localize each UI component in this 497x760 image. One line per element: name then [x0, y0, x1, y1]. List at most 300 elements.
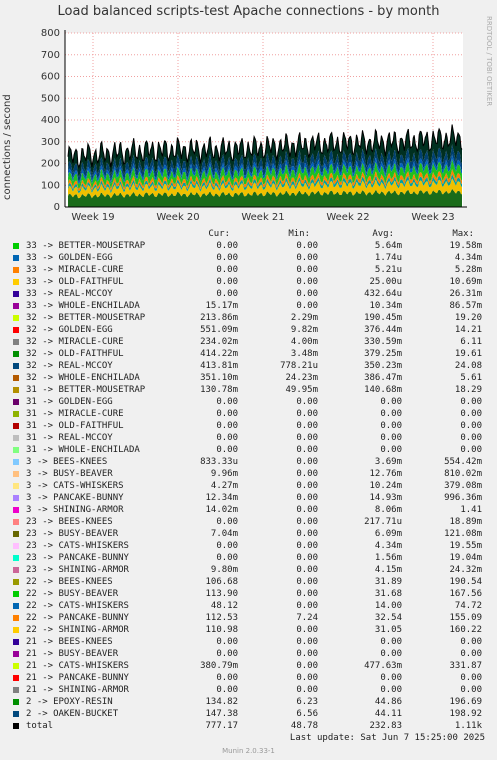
- series-avg: 31.89: [374, 577, 402, 587]
- series-max: 167.56: [449, 589, 482, 599]
- series-max: 379.08m: [444, 481, 482, 491]
- series-avg: 0.00: [380, 397, 402, 407]
- legend-row: [0, 600, 497, 612]
- series-max: 331.87: [449, 661, 482, 671]
- series-min: 0.00: [296, 541, 318, 551]
- legend-row: [0, 540, 497, 552]
- series-min: 0.00: [296, 517, 318, 527]
- series-max: 19.55m: [449, 541, 482, 551]
- legend-row: [0, 300, 497, 312]
- series-name: total: [26, 721, 54, 731]
- series-name: 22 -> PANCAKE-BUNNY: [26, 613, 129, 623]
- legend-row: [0, 624, 497, 636]
- series-swatch: [13, 507, 19, 513]
- series-max: 810.02m: [444, 469, 482, 479]
- series-cur: 9.96m: [210, 469, 238, 479]
- y-tick-label: 500: [40, 93, 60, 105]
- series-min: 0.00: [296, 289, 318, 299]
- y-tick-label: 400: [40, 115, 60, 126]
- legend-row: [0, 528, 497, 540]
- series-avg: 350.23m: [364, 361, 402, 371]
- series-swatch: [13, 543, 19, 549]
- series-min: 0.00: [296, 481, 318, 491]
- series-cur: 0.00: [216, 277, 238, 287]
- series-cur: 7.04m: [210, 529, 238, 539]
- y-tick-label: 300: [40, 136, 60, 148]
- series-avg: 217.71u: [364, 517, 402, 527]
- series-avg: 477.63m: [364, 661, 402, 671]
- series-avg: 0.00: [380, 673, 402, 683]
- series-max: 0.00: [460, 649, 482, 659]
- series-swatch: [13, 591, 19, 597]
- legend-row: [0, 420, 497, 432]
- series-cur: 0.00: [216, 253, 238, 263]
- series-min: 0.00: [296, 253, 318, 263]
- last-update: Last update: Sat Jun 7 15:25:00 2025: [289, 733, 485, 743]
- series-min: 48.78: [290, 721, 318, 731]
- series-cur: 0.00: [216, 409, 238, 419]
- header-min: Min:: [288, 229, 310, 239]
- series-name: 31 -> BETTER-MOUSETRAP: [26, 385, 146, 395]
- series-min: 778.21u: [280, 361, 318, 371]
- legend-row: [0, 264, 497, 276]
- series-name: 2 -> OAKEN-BUCKET: [26, 709, 119, 719]
- series-min: 0.00: [296, 241, 318, 251]
- legend-row: [0, 612, 497, 624]
- series-name: 22 -> BEES-KNEES: [26, 577, 113, 587]
- series-min: 3.48m: [290, 349, 318, 359]
- series-swatch: [13, 699, 19, 705]
- series-name: 31 -> WHOLE-ENCHILADA: [26, 445, 140, 455]
- legend-row: [0, 648, 497, 660]
- series-swatch: [13, 291, 19, 297]
- y-tick-label: 0: [53, 202, 60, 213]
- series-swatch: [13, 339, 19, 345]
- series-max: 10.69m: [449, 277, 482, 287]
- series-name: 32 -> REAL-MCCOY: [26, 361, 113, 371]
- series-cur: 0.00: [216, 421, 238, 431]
- series-cur: 213.86m: [200, 313, 238, 323]
- series-swatch: [13, 639, 19, 645]
- series-cur: 414.22m: [200, 349, 238, 359]
- series-min: 6.23: [296, 697, 318, 707]
- series-avg: 8.06m: [374, 505, 402, 515]
- legend-row: [0, 336, 497, 348]
- series-avg: 4.15m: [374, 565, 402, 575]
- series-swatch: [13, 615, 19, 621]
- series-name: 3 -> BEES-KNEES: [26, 457, 108, 467]
- series-swatch: [13, 243, 19, 249]
- series-swatch: [13, 423, 19, 429]
- series-min: 0.00: [296, 553, 318, 563]
- series-min: 7.24: [296, 613, 318, 623]
- legend-row: [0, 444, 497, 456]
- munin-version: Munin 2.0.33-1: [222, 747, 275, 755]
- series-max: 0.00: [460, 685, 482, 695]
- legend-row: [0, 312, 497, 324]
- y-axis-label: connections / second: [2, 94, 13, 200]
- series-min: 0.00: [296, 421, 318, 431]
- series-name: 32 -> WHOLE-ENCHILADA: [26, 373, 140, 383]
- series-max: 26.31m: [449, 289, 482, 299]
- series-cur: 0.00: [216, 637, 238, 647]
- series-avg: 31.68: [374, 589, 402, 599]
- legend-row: [0, 564, 497, 576]
- series-avg: 44.86: [374, 697, 402, 707]
- series-name: 31 -> OLD-FAITHFUL: [26, 421, 124, 431]
- series-swatch: [13, 567, 19, 573]
- series-max: 0.00: [460, 421, 482, 431]
- series-min: 0.00: [296, 601, 318, 611]
- legend-row: [0, 480, 497, 492]
- series-avg: 1.56m: [374, 553, 402, 563]
- series-min: 0.00: [296, 565, 318, 575]
- legend-row: [0, 348, 497, 360]
- series-cur: 130.78m: [200, 385, 238, 395]
- series-cur: 413.81m: [200, 361, 238, 371]
- header-cur: Cur:: [208, 229, 230, 239]
- series-max: 196.69: [449, 697, 482, 707]
- series-min: 0.00: [296, 505, 318, 515]
- legend-row: [0, 468, 497, 480]
- series-cur: 112.53: [205, 613, 238, 623]
- series-name: 2 -> EPOXY-RESIN: [26, 697, 113, 707]
- series-name: 33 -> BETTER-MOUSETRAP: [26, 241, 146, 251]
- series-swatch: [13, 435, 19, 441]
- series-max: 0.00: [460, 409, 482, 419]
- series-name: 31 -> MIRACLE-CURE: [26, 409, 124, 419]
- series-name: 23 -> BEES-KNEES: [26, 517, 113, 527]
- series-min: 0.00: [296, 685, 318, 695]
- legend-row: [0, 396, 497, 408]
- series-avg: 5.64m: [374, 241, 402, 251]
- series-swatch: [13, 627, 19, 633]
- series-min: 0.00: [296, 265, 318, 275]
- series-max: 1.41: [460, 505, 482, 515]
- series-name: 21 -> PANCAKE-BUNNY: [26, 673, 129, 683]
- series-max: 0.00: [460, 637, 482, 647]
- series-swatch: [13, 651, 19, 657]
- legend-row: [0, 492, 497, 504]
- series-cur: 48.12: [210, 601, 238, 611]
- series-max: 5.61: [460, 373, 482, 383]
- series-min: 0.00: [296, 649, 318, 659]
- series-cur: 0.00: [216, 517, 238, 527]
- chart-title: Load balanced scripts-test Apache connections - by month: [57, 4, 440, 19]
- series-cur: 234.02m: [200, 337, 238, 347]
- series-min: 0.00: [296, 433, 318, 443]
- series-max: 19.04m: [449, 553, 482, 563]
- legend-row: [0, 684, 497, 696]
- series-name: 3 -> CATS-WHISKERS: [26, 481, 124, 491]
- legend-row: [0, 324, 497, 336]
- series-avg: 232.83: [369, 721, 402, 731]
- series-name: 22 -> BUSY-BEAVER: [26, 589, 119, 599]
- legend-row: [0, 408, 497, 420]
- series-name: 33 -> GOLDEN-EGG: [26, 253, 113, 263]
- legend-row: [0, 660, 497, 672]
- series-max: 18.89m: [449, 517, 482, 527]
- y-tick-label: 700: [40, 49, 60, 61]
- series-swatch: [13, 675, 19, 681]
- series-name: 21 -> BEES-KNEES: [26, 637, 113, 647]
- y-tick-label: 800: [40, 28, 60, 39]
- series-swatch: [13, 519, 19, 525]
- series-min: 0.00: [296, 457, 318, 467]
- series-cur: 833.33u: [200, 457, 238, 467]
- series-avg: 32.54: [374, 613, 402, 623]
- legend-row: [0, 696, 497, 708]
- series-avg: 5.21u: [374, 265, 402, 275]
- series-max: 24.32m: [449, 565, 482, 575]
- series-cur: 351.10m: [200, 373, 238, 383]
- series-swatch: [13, 387, 19, 393]
- series-cur: 14.02m: [205, 505, 238, 515]
- series-name: 32 -> BETTER-MOUSETRAP: [26, 313, 146, 323]
- series-name: 3 -> BUSY-BEAVER: [26, 469, 113, 479]
- series-swatch: [13, 579, 19, 585]
- series-avg: 330.59m: [364, 337, 402, 347]
- series-cur: 0.00: [216, 241, 238, 251]
- legend-row: [0, 588, 497, 600]
- series-min: 0.00: [296, 397, 318, 407]
- series-name: 33 -> OLD-FAITHFUL: [26, 277, 124, 287]
- series-max: 18.29: [454, 385, 482, 395]
- legend-header: [0, 229, 497, 240]
- series-min: 24.23m: [285, 373, 318, 383]
- series-min: 2.29m: [290, 313, 318, 323]
- series-cur: 0.00: [216, 445, 238, 455]
- series-swatch: [13, 495, 19, 501]
- series-cur: 147.38: [205, 709, 238, 719]
- series-max: 0.00: [460, 433, 482, 443]
- legend-row: [0, 372, 497, 384]
- series-swatch: [13, 711, 19, 717]
- series-cur: 380.79m: [200, 661, 238, 671]
- series-max: 0.00: [460, 397, 482, 407]
- series-name: 32 -> OLD-FAITHFUL: [26, 349, 124, 359]
- series-swatch: [13, 411, 19, 417]
- series-swatch: [13, 267, 19, 273]
- series-avg: 4.34m: [374, 541, 402, 551]
- series-avg: 140.68m: [364, 385, 402, 395]
- series-avg: 25.00u: [369, 277, 402, 287]
- series-swatch: [13, 471, 19, 477]
- series-cur: 134.82: [205, 697, 238, 707]
- header-max: Max:: [452, 229, 474, 239]
- series-name: 31 -> GOLDEN-EGG: [26, 397, 113, 407]
- series-avg: 376.44m: [364, 325, 402, 335]
- series-avg: 12.76m: [369, 469, 402, 479]
- series-cur: 551.09m: [200, 325, 238, 335]
- legend-row: [0, 384, 497, 396]
- series-min: 6.56: [296, 709, 318, 719]
- series-avg: 386.47m: [364, 373, 402, 383]
- legend-row: [0, 276, 497, 288]
- series-swatch: [13, 531, 19, 537]
- series-name: 3 -> PANCAKE-BUNNY: [26, 493, 124, 503]
- series-name: 23 -> PANCAKE-BUNNY: [26, 553, 129, 563]
- series-min: 49.95m: [285, 385, 318, 395]
- y-tick-label: 200: [40, 158, 60, 170]
- series-min: 0.00: [296, 409, 318, 419]
- series-swatch: [13, 459, 19, 465]
- series-name: 33 -> REAL-MCCOY: [26, 289, 113, 299]
- series-cur: 4.27m: [210, 481, 238, 491]
- series-avg: 0.00: [380, 637, 402, 647]
- series-max: 0.00: [460, 445, 482, 455]
- y-tick-label: 600: [40, 71, 60, 83]
- series-avg: 14.00: [374, 601, 402, 611]
- series-cur: 0.00: [216, 265, 238, 275]
- legend-row: [0, 576, 497, 588]
- series-max: 996.36m: [444, 493, 482, 503]
- series-name: 33 -> WHOLE-ENCHILADA: [26, 301, 140, 311]
- series-swatch: [13, 483, 19, 489]
- series-max: 19.61: [454, 349, 482, 359]
- series-max: 4.34m: [454, 253, 482, 263]
- y-tick-labels: [41, 28, 60, 213]
- series-name: 22 -> SHINING-ARMOR: [26, 625, 129, 635]
- series-swatch: [13, 555, 19, 561]
- series-min: 9.82m: [290, 325, 318, 335]
- series-min: 0.00: [296, 589, 318, 599]
- series-cur: 12.34m: [205, 493, 238, 503]
- series-max: 190.54: [449, 577, 482, 587]
- series-avg: 0.00: [380, 421, 402, 431]
- series-max: 19.20: [454, 313, 482, 323]
- legend-row: [0, 252, 497, 264]
- series-avg: 3.69m: [374, 457, 402, 467]
- series-cur: 0.00: [216, 673, 238, 683]
- y-tick-label: 100: [40, 180, 60, 192]
- series-name: 21 -> CATS-WHISKERS: [26, 661, 129, 671]
- legend-row: [0, 636, 497, 648]
- series-avg: 0.00: [380, 445, 402, 455]
- series-avg: 0.00: [380, 649, 402, 659]
- series-cur: 15.17m: [205, 301, 238, 311]
- series-swatch: [13, 399, 19, 405]
- series-swatch: [13, 255, 19, 261]
- series-name: 21 -> SHINING-ARMOR: [26, 685, 129, 695]
- series-max: 24.08: [454, 361, 482, 371]
- series-cur: 0.00: [216, 649, 238, 659]
- x-tick-labels: [71, 212, 454, 223]
- series-swatch: [13, 663, 19, 669]
- x-tick-label: Week 21: [241, 212, 285, 223]
- series-cur: 0.00: [216, 553, 238, 563]
- series-swatch: [13, 603, 19, 609]
- series-max: 6.11: [460, 337, 482, 347]
- legend-row: [0, 504, 497, 516]
- x-tick-label: Week 20: [156, 212, 200, 223]
- legend-row: [0, 708, 497, 720]
- header-avg: Avg:: [372, 229, 394, 239]
- series-min: 0.00: [296, 529, 318, 539]
- series-swatch: [13, 279, 19, 285]
- series-avg: 432.64u: [364, 289, 402, 299]
- series-max: 198.92: [449, 709, 482, 719]
- series-name: 33 -> MIRACLE-CURE: [26, 265, 124, 275]
- series-min: 0.00: [296, 625, 318, 635]
- series-avg: 6.09m: [374, 529, 402, 539]
- series-cur: 0.00: [216, 289, 238, 299]
- legend-row: [0, 456, 497, 468]
- series-swatch: [13, 315, 19, 321]
- series-swatch: [13, 375, 19, 381]
- series-swatch: [13, 723, 19, 729]
- series-min: 0.00: [296, 493, 318, 503]
- series-swatch: [13, 363, 19, 369]
- series-name: 32 -> GOLDEN-EGG: [26, 325, 113, 335]
- series-min: 0.00: [296, 673, 318, 683]
- series-name: 23 -> BUSY-BEAVER: [26, 529, 119, 539]
- series-name: 32 -> MIRACLE-CURE: [26, 337, 124, 347]
- series-cur: 0.00: [216, 433, 238, 443]
- series-max: 160.22: [449, 625, 482, 635]
- series-swatch: [13, 327, 19, 333]
- series-min: 4.00m: [290, 337, 318, 347]
- legend-row: [0, 516, 497, 528]
- legend-row: [0, 288, 497, 300]
- series-min: 0.00: [296, 445, 318, 455]
- series-cur: 0.00: [216, 541, 238, 551]
- series-cur: 110.98: [205, 625, 238, 635]
- series-max: 74.72: [454, 601, 482, 611]
- series-name: 23 -> SHINING-ARMOR: [26, 565, 129, 575]
- legend-row: [0, 552, 497, 564]
- series-swatch: [13, 351, 19, 357]
- series-name: 21 -> BUSY-BEAVER: [26, 649, 119, 659]
- x-tick-label: Week 22: [326, 212, 370, 223]
- legend-row: [0, 672, 497, 684]
- series-max: 121.08m: [444, 529, 482, 539]
- series-swatch: [13, 303, 19, 309]
- legend-row: [0, 240, 497, 252]
- legend-row: [0, 432, 497, 444]
- series-min: 0.00: [296, 469, 318, 479]
- series-avg: 44.11: [374, 709, 402, 719]
- series-swatch: [13, 687, 19, 693]
- series-min: 0.00: [296, 301, 318, 311]
- series-avg: 10.34m: [369, 301, 402, 311]
- chart-svg: [0, 0, 497, 230]
- legend-table: [0, 240, 497, 732]
- series-max: 554.42m: [444, 457, 482, 467]
- series-name: 31 -> REAL-MCCOY: [26, 433, 113, 443]
- series-avg: 14.93m: [369, 493, 402, 503]
- series-min: 0.00: [296, 637, 318, 647]
- series-avg: 31.05: [374, 625, 402, 635]
- series-swatch: [13, 447, 19, 453]
- series-name: 3 -> SHINING-ARMOR: [26, 505, 124, 515]
- series-avg: 190.45m: [364, 313, 402, 323]
- series-avg: 0.00: [380, 433, 402, 443]
- series-avg: 0.00: [380, 409, 402, 419]
- series-max: 155.09: [449, 613, 482, 623]
- series-name: 23 -> CATS-WHISKERS: [26, 541, 129, 551]
- series-cur: 113.90: [205, 589, 238, 599]
- series-name: 22 -> CATS-WHISKERS: [26, 601, 129, 611]
- series-avg: 0.00: [380, 685, 402, 695]
- series-avg: 1.74u: [374, 253, 402, 263]
- series-max: 19.58m: [449, 241, 482, 251]
- series-cur: 106.68: [205, 577, 238, 587]
- x-tick-label: Week 23: [411, 212, 455, 223]
- series-cur: 0.00: [216, 685, 238, 695]
- legend-row: [0, 720, 497, 732]
- series-min: 0.00: [296, 661, 318, 671]
